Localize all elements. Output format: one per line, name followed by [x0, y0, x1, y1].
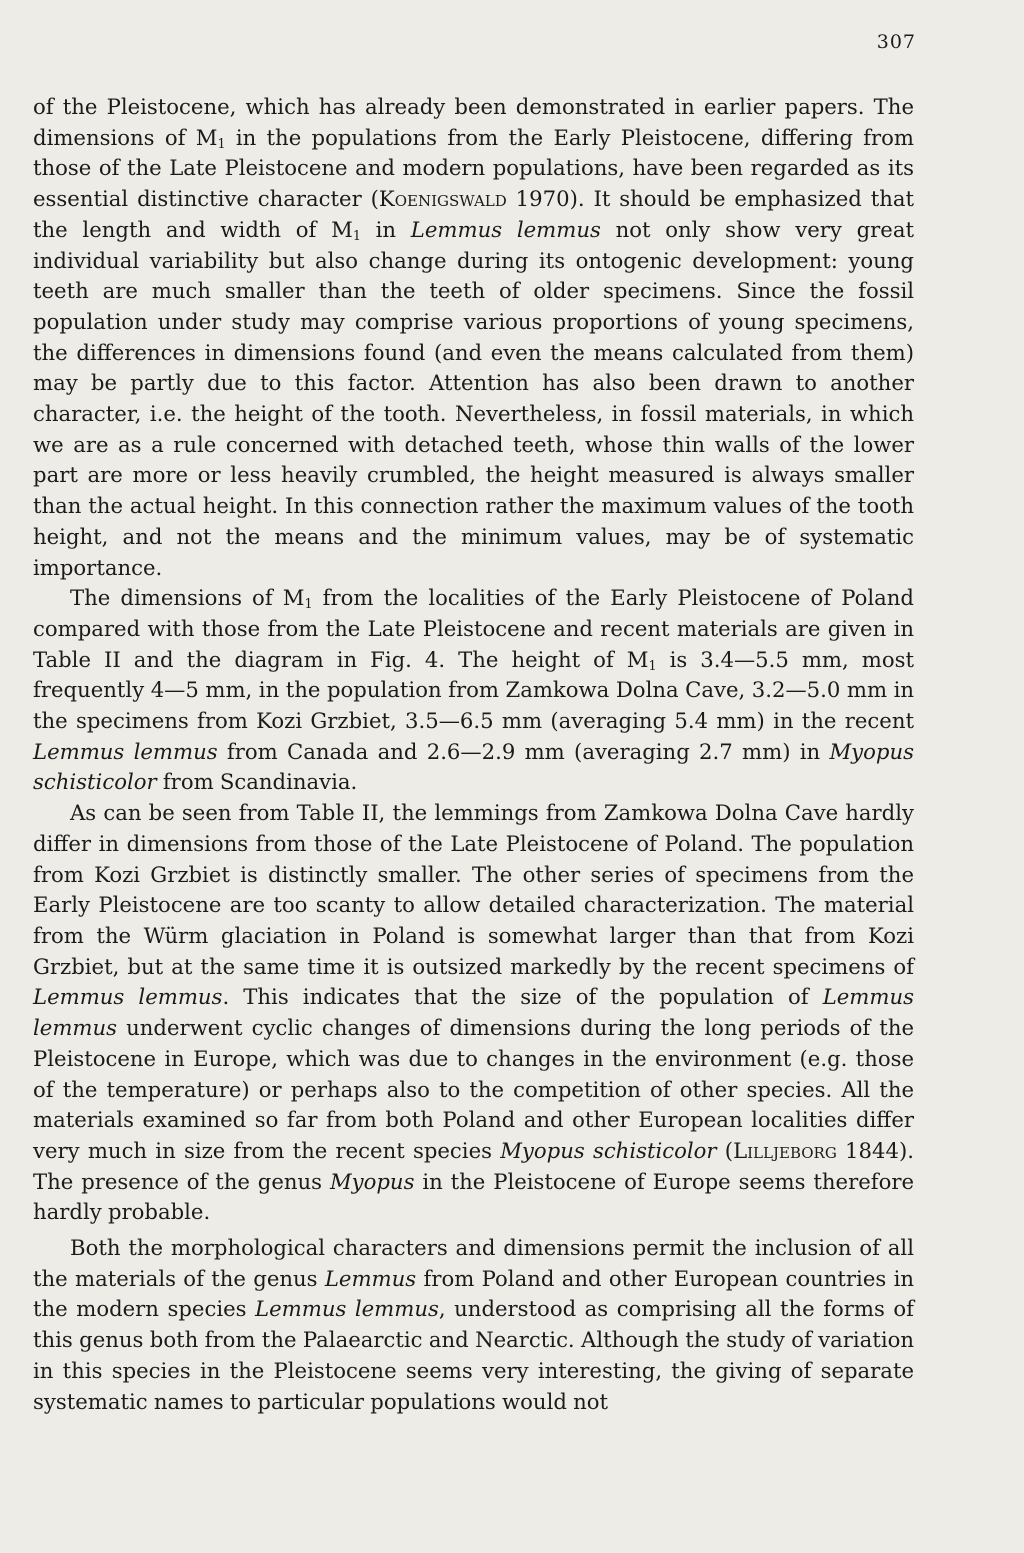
text-run: from Canada and 2.6—2.9 mm (averaging 2.7 mm) in	[217, 738, 830, 764]
italic-taxon-name: Lemmus lemmus	[33, 984, 223, 1010]
subscript: 1	[217, 135, 226, 151]
text-run: As can be seen from Table II, the lemmings from Zamkowa Dolna Cave hardly differ in dimensions from those of the Late Pleistocene of Poland. The population from Kozi Grzbiet is distinctly smaller. The other series of specimens from the Early Pleistocene are too scanty to allow detailed characterization. The material from the Würm glaciation in Poland is somewhat larger than that from Kozi Grzbiet, but at the same time it is outsized markedly by the recent specimens of	[33, 800, 914, 979]
text-run: , understood as comprising all the forms of this genus both from the Palaearctic and Nearctic. Although the study of variation in this species in the Pleistocene seems very interesting, the giving of separate systematic names to particular populations would not	[33, 1296, 915, 1414]
author-citation: Lilljeborg	[733, 1137, 837, 1163]
paragraph-4	[33, 1233, 914, 1417]
text-run: of the Pleistocene, which has already been demonstrated in earlier papers. The dimensions of M	[33, 94, 914, 150]
text-run: is 3.4—5.5 mm, most frequently 4—5 mm, in the population from Zamkowa Dolna Cave, 3.2—5.0 mm in the specimens from Kozi Grzbiet, 3.5—6.5 mm (averaging 5.4 mm) in the recent	[33, 646, 914, 734]
italic-taxon-name: Lemmus lemmus	[33, 984, 915, 1041]
italic-taxon-name: Myopus schisticolor	[33, 738, 914, 795]
paragraph-3	[33, 798, 914, 1228]
text-run: 1844). The presence of the genus	[33, 1137, 914, 1194]
italic-taxon-name: Lemmus lemmus	[33, 738, 218, 764]
text-run: from Scandinavia.	[156, 769, 358, 795]
italic-taxon-name: Myopus schisticolor	[500, 1137, 717, 1163]
text-run: 1970). It should be emphasized that the length and width of M	[33, 186, 914, 242]
text-run: underwent cyclic changes of dimensions during the long periods of the Pleistocene in Europe, which was due to changes in the environment (e.g. those of the temperature) or perhaps also to the competition of other species. All the materials examined so far from both Poland and other European localities differ very much in size from the recent species	[33, 1015, 914, 1163]
subscript: 1	[648, 657, 657, 673]
text-run: from Poland and other European countries in the modern species	[33, 1265, 914, 1322]
paragraph-2	[33, 583, 914, 798]
text-run: from the localities of the Early Pleistocene of Poland compared with those from the Late Pleistocene and recent materials are given in Table II and the diagram in Fig. 4. The height of M	[33, 585, 914, 672]
italic-taxon-name: Lemmus	[324, 1265, 417, 1291]
text-run: . This indicates that the size of the population of	[222, 984, 823, 1010]
paragraph-1	[33, 92, 914, 583]
page-number: 307	[876, 31, 916, 53]
text-run: in	[360, 216, 411, 242]
subscript: 1	[352, 227, 361, 243]
italic-taxon-name: Lemmus lemmus	[255, 1296, 439, 1322]
text-run: in the Pleistocene of Europe seems therefore hardly probable.	[33, 1168, 914, 1225]
text-run: The dimensions of M	[70, 585, 305, 611]
text-run: not only show very great individual variability but also change during its ontogenic development: young teeth are much smaller than the teeth of older specimens. Since the fossil population under study may comprise various proportions of young specimens, the differences in dimensions found (and even the means calculated from them) may be partly due to this factor. Attention has also been drawn to another character, i.e. the height of the tooth. Nevertheless, in fossil materials, in which we are as a rule concerned with detached teeth, whose thin walls of the lower part are more or less heavily crumbled, the height measured is always smaller than the actual height. In this connection rather the maximum values of the tooth height, and not the means and the minimum values, may be of systematic importance.	[33, 216, 914, 580]
text-run: (	[716, 1137, 734, 1163]
text-run: Both the morphological characters and dimensions permit the inclusion of all the materials of the genus	[33, 1235, 914, 1291]
author-citation: Koenigswald	[378, 186, 507, 212]
text-run: in the populations from the Early Pleistocene, differing from those of the Late Pleistocene and modern populations, have been regarded as its essential distinctive character (	[33, 124, 914, 212]
body-text	[33, 92, 914, 1417]
italic-taxon-name: Myopus	[329, 1168, 415, 1194]
subscript: 1	[304, 596, 313, 612]
italic-taxon-name: Lemmus lemmus	[410, 216, 601, 242]
